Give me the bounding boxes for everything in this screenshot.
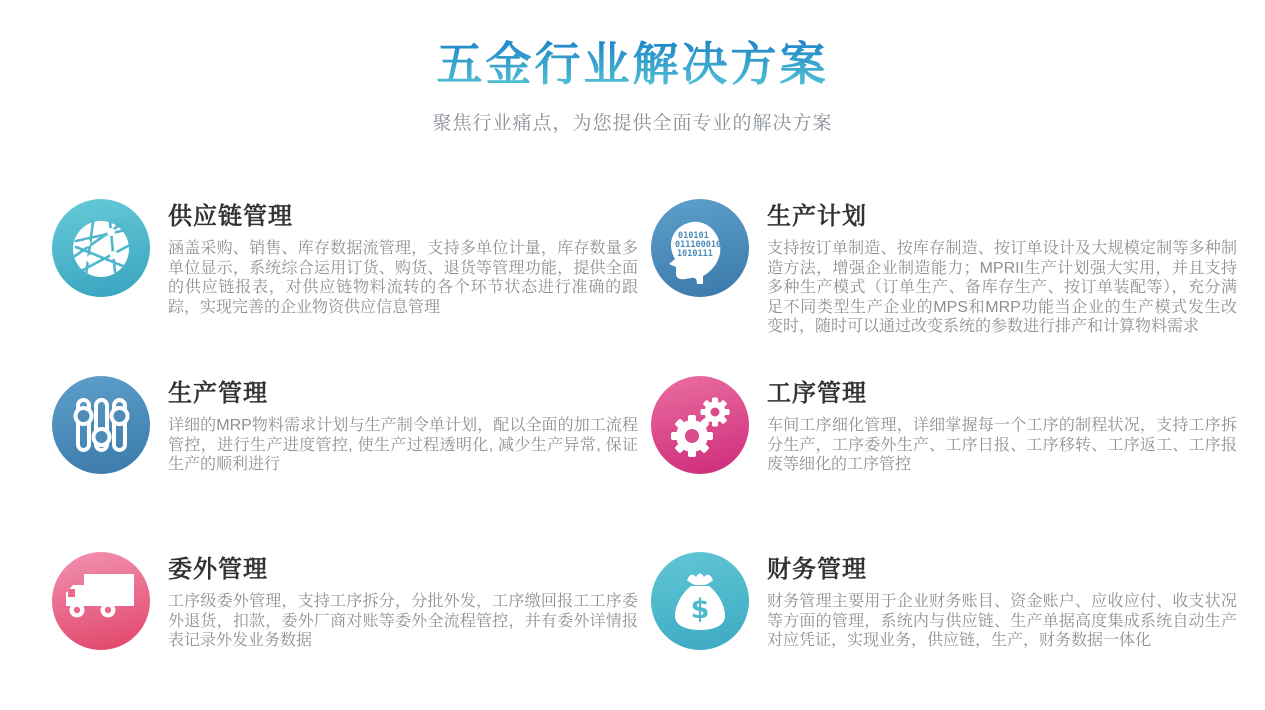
card-body: 涵盖采购、销售、库存数据流管理，支持多单位计量，库存数量多单位显示，系统综合运用订货、购货、退货等管理功能，提供全面的供应链报表，对供应链物料流转的各个环节状态进行准确的跟踪，实现完善的企业物资供应信息管理 <box>168 240 638 316</box>
svg-text:010101: 010101 <box>678 230 709 241</box>
card-production-planning <box>651 199 1237 376</box>
card-title: 供应链管理 <box>168 202 293 230</box>
card-title: 财务管理 <box>767 555 867 583</box>
page-header <box>0 0 1265 135</box>
card-production-management <box>52 376 638 552</box>
card-process-management <box>651 376 1237 552</box>
svg-text:$: $ <box>690 593 710 625</box>
card-supply-chain <box>52 199 638 376</box>
svg-text:1010111: 1010111 <box>677 248 713 259</box>
head-binary-icon <box>651 199 749 297</box>
card-title: 工序管理 <box>767 379 867 407</box>
card-body: 工序级委外管理，支持工序拆分，分批外发，工序缴回报工工序委外退货，扣款，委外厂商对账等委外全流程管控，并有委外详情报表记录外发业务数据 <box>168 593 638 650</box>
card-title: 生产计划 <box>767 202 867 230</box>
card-body: 详细的MRP物料需求计划与生产制令单计划，配以全面的加工流程管控，进行生产进度管控, 使生产过程透明化, 减少生产异常, 保证生产的顺利进行 <box>168 417 638 474</box>
card-financial-management <box>651 552 1237 651</box>
page-subtitle: 聚焦行业痛点，为您提供全面专业的解决方案 <box>432 112 833 134</box>
page-title: 五金行业解决方案 <box>437 36 829 94</box>
card-body: 车间工序细化管理，详细掌握每一个工序的制程状况，支持工序拆分生产，工序委外生产、工序日报、工序移转、工序返工、工序报废等细化的工序管控 <box>767 417 1237 474</box>
sliders-icon <box>52 376 150 474</box>
card-outsourcing-management <box>52 552 638 651</box>
card-body: 支持按订单制造、按库存制造、按订单设计及大规模定制等多种制造方法，增强企业制造能力；MPRII生产计划强大实用，并且支持多种生产模式（订单生产、备库存生产、按订单装配等），充分满足不同类型生产企业的MPS和MRP功能当企业的生产模式发生改变时，随时可以通过改变系统的参数进行排产和计算物料需求 <box>767 240 1237 336</box>
card-body: 财务管理主要用于企业财务账目、资金账户、应收应付、收支状况等方面的管理，系统内与供应链、生产单据高度集成系统自动生产对应凭证，实现业务，供应链，生产，财务数据一体化 <box>767 593 1237 650</box>
card-title: 委外管理 <box>168 555 268 583</box>
gears-icon <box>651 376 749 474</box>
truck-icon <box>52 552 150 650</box>
feature-grid <box>0 199 1265 651</box>
network-globe-icon <box>52 199 150 297</box>
card-title: 生产管理 <box>168 379 268 407</box>
svg-text:011100010: 011100010 <box>675 239 722 250</box>
money-bag-icon <box>651 552 749 650</box>
